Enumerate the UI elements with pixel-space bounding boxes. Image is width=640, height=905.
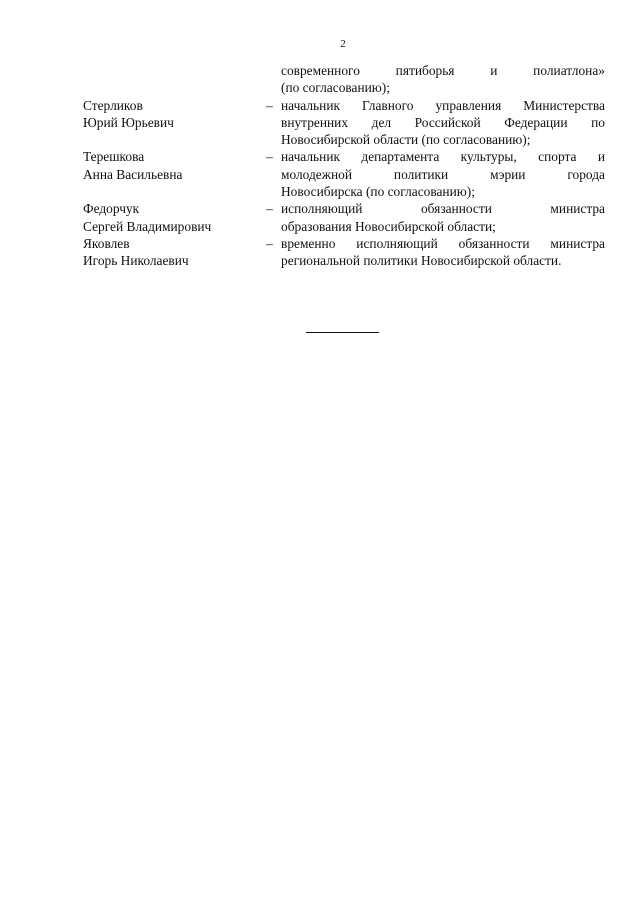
- roster-entry: [83, 148, 605, 200]
- description-line: Новосибирска (по согласованию);: [281, 184, 475, 200]
- given-names: Сергей Владимирович: [83, 218, 212, 234]
- entry-dash: –: [266, 97, 273, 113]
- description-line: молодежной политики мэрии города: [281, 166, 605, 182]
- given-names: Анна Васильевна: [83, 166, 183, 182]
- entry-dash: –: [266, 201, 273, 217]
- surname: Яковлев: [83, 235, 130, 251]
- member-roster: [83, 62, 605, 270]
- position-description: [281, 97, 605, 149]
- end-of-list-rule: [306, 332, 379, 333]
- description-line: исполняющий обязанности министра: [281, 201, 605, 217]
- position-description: [281, 235, 605, 270]
- roster-entry: [83, 235, 605, 270]
- given-names: Игорь Николаевич: [83, 253, 189, 269]
- person-name: [83, 235, 258, 270]
- continuation-text: [281, 62, 605, 97]
- surname: Терешкова: [83, 149, 145, 165]
- person-name: [83, 97, 258, 149]
- description-line: региональной политики Новосибирской области.: [281, 253, 562, 269]
- entry-dash: –: [266, 235, 273, 251]
- person-name: [83, 200, 258, 235]
- position-description: [281, 200, 605, 235]
- roster-entry: [83, 97, 605, 149]
- roster-entry: [83, 200, 605, 235]
- given-names: Юрий Юрьевич: [83, 114, 174, 130]
- description-line: Новосибирской области (по согласованию);: [281, 132, 531, 148]
- description-line: внутренних дел Российской Федерации по: [281, 114, 605, 130]
- entry-dash: –: [266, 149, 273, 165]
- description-line: временно исполняющий обязанности министра: [281, 235, 605, 251]
- description-line: начальник Главного управления Министерства: [281, 97, 605, 113]
- position-description: [281, 148, 605, 200]
- description-line: (по согласованию);: [281, 80, 390, 96]
- surname: Стерликов: [83, 97, 143, 113]
- page-number: 2: [340, 38, 346, 50]
- roster-continuation: [83, 62, 605, 97]
- person-name: [83, 148, 258, 200]
- surname: Федорчук: [83, 201, 140, 217]
- description-line: начальник департамента культуры, спорта и: [281, 149, 605, 165]
- description-line: образования Новосибирской области;: [281, 218, 496, 234]
- description-line: современного пятиборья и полиатлона»: [281, 63, 605, 78]
